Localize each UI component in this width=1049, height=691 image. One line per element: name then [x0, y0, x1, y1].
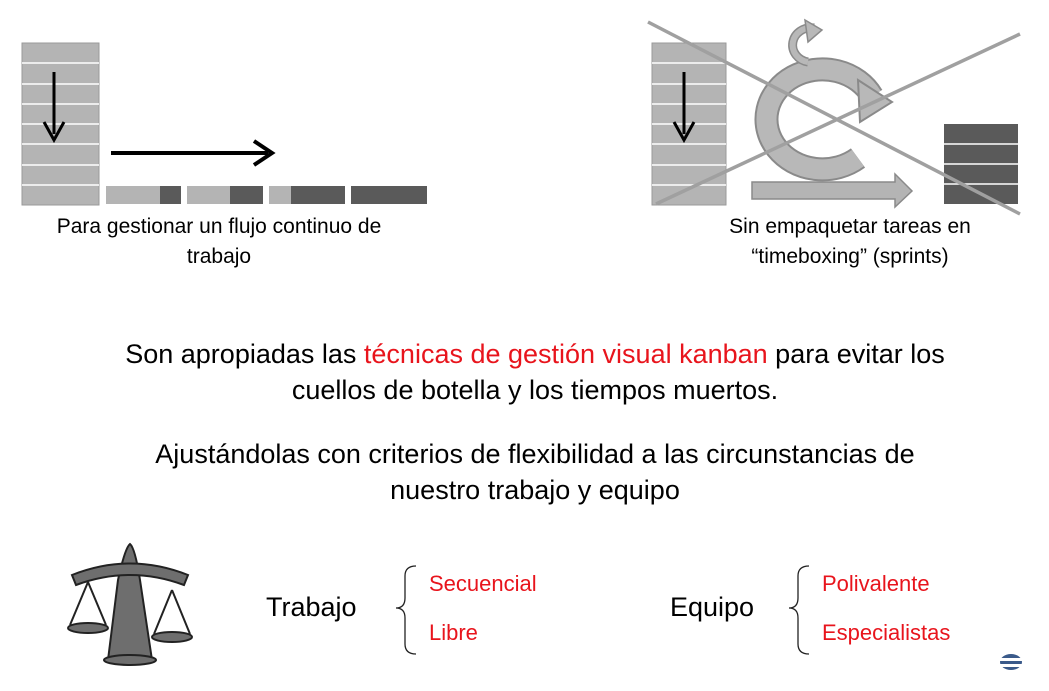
right-caption-line1: Sin empaquetar tareas en	[729, 215, 971, 238]
left-caption-line1: Para gestionar un flujo continuo de	[56, 215, 382, 238]
statement-1-line1	[30, 336, 1040, 372]
right-caption	[680, 212, 1020, 272]
equipo-option-polivalente: Polivalente	[822, 571, 930, 596]
statement-2	[30, 436, 1040, 508]
statement-2-line2: nuestro trabajo y equipo	[390, 475, 680, 505]
statement-1-line2: cuellos de botella y los tiempos muertos.	[291, 375, 779, 405]
flow-bars	[106, 186, 427, 204]
trabajo-option-secuencial: Secuencial	[429, 571, 537, 596]
logo-icon	[998, 654, 1024, 670]
equipo-brace	[789, 566, 809, 654]
scales-icon	[68, 544, 192, 665]
statement-2-line1: Ajustándolas con criterios de flexibilidad a las circunstancias de	[155, 439, 915, 469]
kanban-highlight: técnicas de gestión visual kanban	[363, 339, 768, 369]
trabajo-label: Trabajo	[266, 592, 357, 622]
left-task-stack	[22, 43, 99, 205]
statement-1-before: Son apropiadas las	[125, 339, 364, 369]
equipo-label: Equipo	[670, 592, 755, 622]
equipo-option-especialistas: Especialistas	[822, 620, 951, 645]
statement-1	[30, 336, 1040, 408]
statement-1-after: para evitar los	[767, 339, 945, 369]
right-arrow-icon	[111, 141, 272, 165]
left-caption-line2: trabajo	[186, 245, 252, 268]
right-task-stack	[652, 43, 726, 205]
trabajo-brace	[396, 566, 416, 654]
left-caption	[0, 212, 438, 272]
right-caption-line2: “timeboxing” (sprints)	[751, 245, 949, 268]
trabajo-option-libre: Libre	[429, 620, 478, 645]
